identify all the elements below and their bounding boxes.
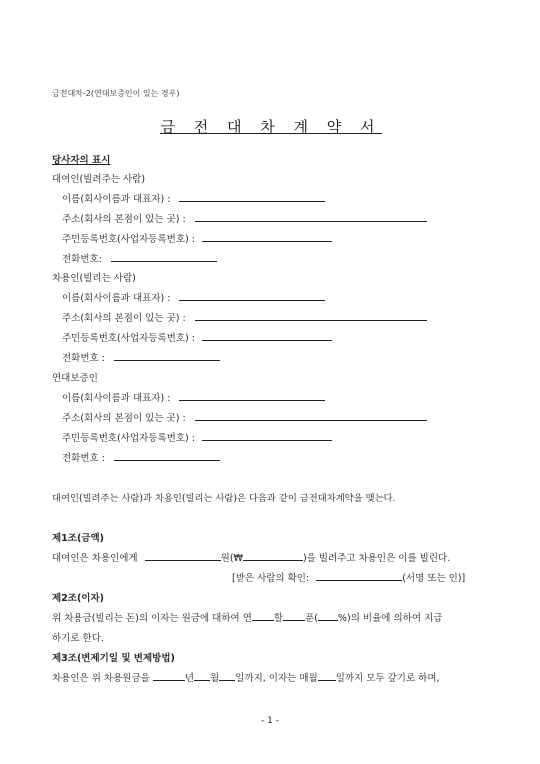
receipt-confirmation — [232, 570, 465, 584]
lender-id-label: 주민등록번호(사업자등록번호) : — [62, 234, 195, 245]
borrower-id-label: 주민등록번호(사업자등록번호) : — [62, 333, 195, 344]
borrower-phone-blank[interactable] — [114, 351, 220, 361]
interest-percent-blank[interactable] — [318, 611, 338, 621]
guarantor-name-blank[interactable] — [179, 391, 325, 401]
article1-text — [52, 550, 450, 564]
borrower-id-blank[interactable] — [202, 331, 332, 341]
article3-text-d: 일까지, 이자는 매월 — [235, 673, 318, 684]
page-number: - 1 - — [261, 716, 279, 726]
due-year-blank[interactable] — [153, 671, 185, 681]
guarantor-heading: 연대보증인 — [52, 373, 98, 384]
lender-name-row — [62, 191, 325, 205]
guarantor-phone-label: 전화번호 : — [62, 453, 105, 464]
guarantor-phone-row — [62, 450, 220, 464]
lender-phone-blank[interactable] — [111, 252, 217, 262]
guarantor-id-blank[interactable] — [202, 431, 332, 441]
borrower-address-blank[interactable] — [195, 311, 427, 321]
lender-id-blank[interactable] — [202, 232, 332, 242]
amount-korean-blank[interactable] — [145, 551, 221, 561]
document-title: 금 전 대 차 계 약 서 — [160, 118, 382, 136]
section-parties-heading: 당사자의 표시 — [52, 155, 111, 166]
borrower-phone-label: 전화번호 : — [62, 353, 105, 364]
receipt-confirmation-b: (서명 또는 인)] — [402, 573, 466, 584]
borrower-address-row — [62, 310, 427, 324]
receipt-confirmation-a: [받은 사람의 확인: — [232, 573, 310, 584]
lender-phone-label: 전화번호: — [62, 254, 102, 265]
article1-text-a: 대여인은 차용인에게 — [52, 553, 138, 564]
borrower-heading: 차용인(빌리는 사람) — [52, 273, 136, 284]
article2-text-b: 할 — [273, 613, 284, 624]
guarantor-address-label: 주소(회사의 본점이 있는 곳) : — [62, 413, 186, 424]
lender-phone-row — [62, 251, 217, 265]
document-subtitle: 금전대차-2(연대보증인이 있는 경우) — [52, 89, 180, 98]
borrower-id-row — [62, 330, 332, 344]
receipt-signature-blank[interactable] — [316, 571, 402, 581]
lender-address-row — [62, 211, 427, 225]
due-month-blank[interactable] — [194, 671, 210, 681]
article2-text-cont: 하기로 한다. — [52, 633, 104, 644]
borrower-name-label: 이름(회사이름과 대표자) : — [62, 293, 171, 304]
article1-text-b: 원(₩ — [220, 553, 243, 564]
article3-text-c: 월 — [210, 673, 220, 684]
title-underline — [160, 133, 382, 134]
lender-name-label: 이름(회사이름과 대표자) : — [62, 194, 171, 205]
interest-pun-blank[interactable] — [283, 611, 305, 621]
guarantor-phone-blank[interactable] — [114, 451, 220, 461]
guarantor-name-row — [62, 390, 325, 404]
borrower-name-row — [62, 290, 325, 304]
article2-text-c: 푼( — [305, 613, 318, 624]
lender-address-blank[interactable] — [195, 212, 427, 222]
borrower-phone-row — [62, 350, 220, 364]
article3-text — [52, 670, 440, 684]
guarantor-id-label: 주민등록번호(사업자등록번호) : — [62, 433, 195, 444]
guarantor-id-row — [62, 430, 332, 444]
amount-number-blank[interactable] — [243, 551, 303, 561]
lender-address-label: 주소(회사의 본점이 있는 곳) : — [62, 214, 186, 225]
guarantor-address-blank[interactable] — [195, 411, 427, 421]
article2-title: 제2조(이자) — [52, 593, 105, 604]
lender-id-row — [62, 231, 332, 245]
lender-name-blank[interactable] — [179, 192, 325, 202]
article2-text — [52, 610, 442, 624]
article2-text-d: %)의 비율에 의하여 지급 — [337, 613, 443, 624]
interest-day-blank[interactable] — [318, 671, 336, 681]
article3-title: 제3조(변제기일 및 변제방법) — [52, 653, 175, 664]
lender-heading: 대여인(빌려주는 사람) — [52, 174, 146, 185]
article3-text-e: 일까지 모두 갚기로 하며, — [335, 673, 440, 684]
article3-text-b: 년 — [184, 673, 195, 684]
article2-text-a: 위 차용금(빌리는 돈)의 이자는 원금에 대하여 연 — [52, 613, 252, 624]
article3-text-a: 차용인은 위 차용원금을 — [52, 673, 150, 684]
guarantor-address-row — [62, 410, 427, 424]
borrower-address-label: 주소(회사의 본점이 있는 곳) : — [62, 313, 186, 324]
article1-text-c: )을 빌려주고 차용인은 이를 빌린다. — [302, 553, 451, 564]
guarantor-name-label: 이름(회사이름과 대표자) : — [62, 393, 171, 404]
article1-title: 제1조(금액) — [52, 533, 105, 544]
contract-intro: 대여인(빌려주는 사람)과 차용인(빌리는 사람)은 다음과 같이 금전대차계약을 맺는다. — [52, 493, 396, 504]
borrower-name-blank[interactable] — [179, 291, 325, 301]
interest-hal-blank[interactable] — [252, 611, 274, 621]
due-day-blank[interactable] — [219, 671, 235, 681]
